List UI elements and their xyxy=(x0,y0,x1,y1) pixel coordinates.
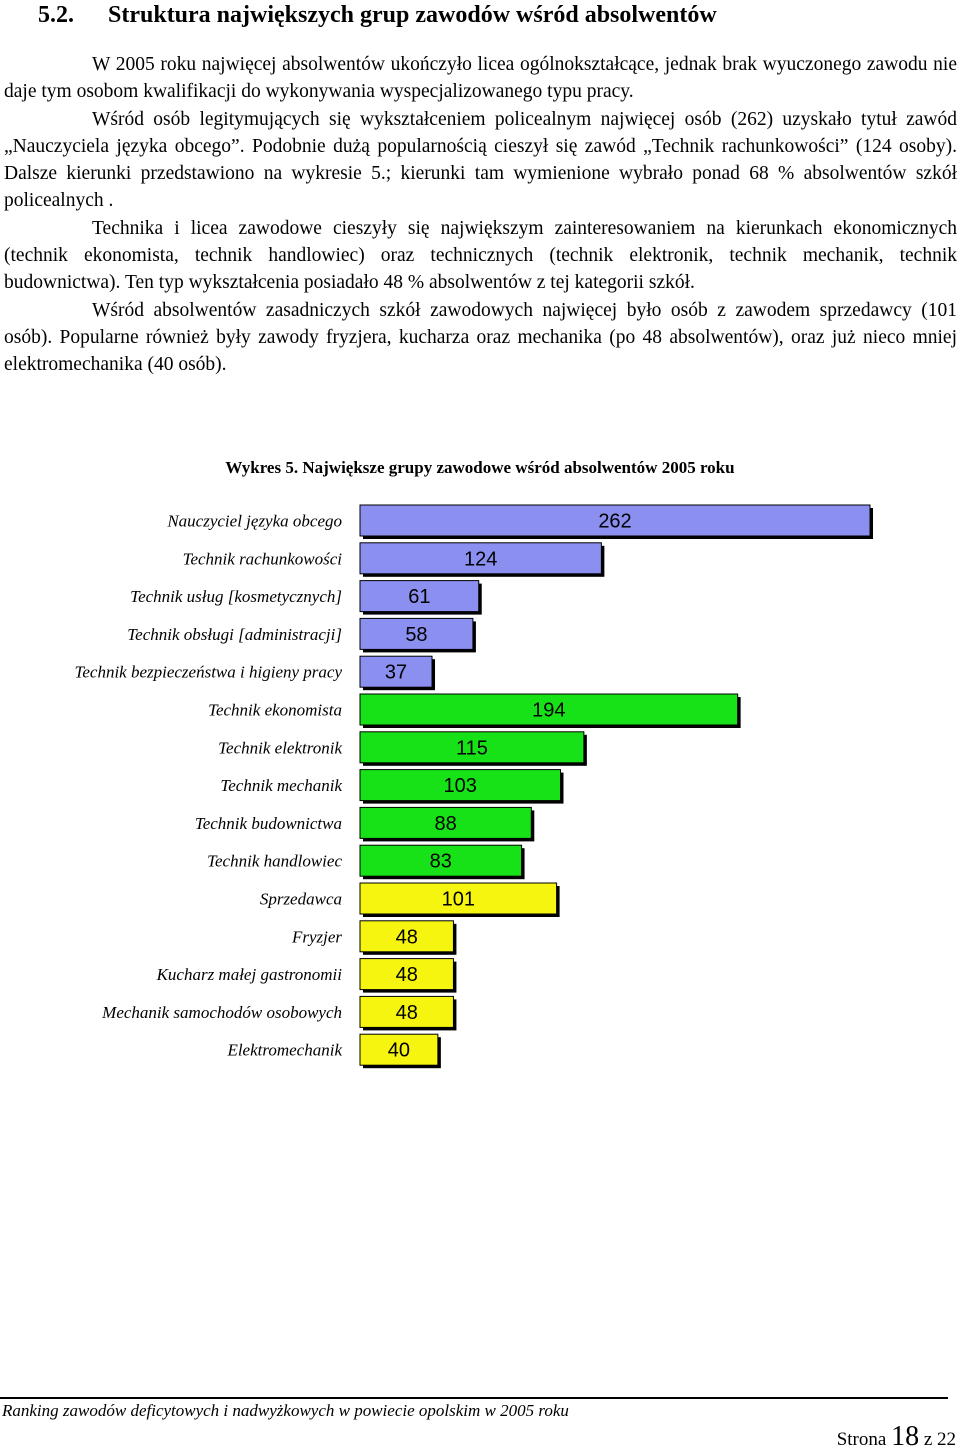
data-label: 194 xyxy=(532,699,566,722)
data-label: 124 xyxy=(463,548,498,571)
data-label: 115 xyxy=(455,737,488,760)
paragraph: Wśród osób legitymujących się wykształceniem policealnym najwięcej osób (262) uzyskało tytuł zawód „Nauczyciela języka obcego”. Podobnie dużą popularnością cieszył się zawód „Technik rachunkowości” (124 osoby). Dalsze kierunki przedstawiono na wykresie 5.; kierunki tam wymienione wybrało ponad 68 % absolwentów szkół policealnych . xyxy=(4,108,957,212)
section-title: Struktura największych grup zawodów wśród absolwentów xyxy=(108,2,717,28)
page-number xyxy=(837,1422,956,1455)
page-total: 22 xyxy=(937,1429,956,1450)
section-number: 5.2. xyxy=(38,2,74,28)
section-heading xyxy=(38,0,717,30)
category-label: Kucharz małej gastronomii xyxy=(156,965,342,985)
bar-chart xyxy=(0,495,960,1070)
body-text xyxy=(4,51,957,379)
category-label: Elektromechanik xyxy=(227,1040,342,1060)
data-label: 88 xyxy=(434,812,457,835)
paragraph: Technika i licea zawodowe cieszyły się największym zainteresowaniem na kierunkach ekonomicznych (technik ekonomista, technik handlowiec) oraz technicznych (technik elektronik, technik mechanik, technik budownictwa). Ten typ wykształcenia posiadało 48 % absolwentów z tej kategorii szkół. xyxy=(4,217,957,294)
category-label: Technik bezpieczeństwa i higieny pracy xyxy=(74,662,342,682)
category-label: Technik obsługi [administracji] xyxy=(127,624,342,644)
category-label: Technik elektronik xyxy=(218,738,342,758)
category-label: Sprzedawca xyxy=(259,889,342,909)
data-label: 48 xyxy=(395,1001,418,1024)
category-label: Technik rachunkowości xyxy=(182,549,342,569)
category-label: Technik budownictwa xyxy=(194,813,342,833)
data-label: 83 xyxy=(429,850,452,873)
data-label: 40 xyxy=(387,1039,411,1062)
data-label: 262 xyxy=(598,510,632,533)
page-current: 18 xyxy=(891,1421,920,1452)
data-label: 101 xyxy=(441,888,475,911)
chart-caption: Wykres 5. Największe grupy zawodowe wśród absolwentów 2005 roku xyxy=(225,458,735,477)
data-label: 37 xyxy=(384,661,408,684)
category-label: Nauczyciel języka obcego xyxy=(167,511,342,531)
data-label: 58 xyxy=(405,623,428,646)
paragraph: Wśród absolwentów zasadniczych szkół zawodowych najwięcej było osób z zawodem sprzedawcy (101 osób). Popularne również były zawody fryzjera, kucharza oraz mechanika (po 48 absolwentów), oraz już nieco mniej elektromechanika (40 osób). xyxy=(4,299,957,376)
footer-rule xyxy=(0,1397,948,1399)
data-label: 48 xyxy=(395,926,418,949)
data-label: 103 xyxy=(443,775,477,798)
data-label: 61 xyxy=(408,586,431,609)
footer-text: Ranking zawodów deficytowych i nadwyżkowych w powiecie opolskim w 2005 roku xyxy=(2,1401,569,1420)
category-label: Technik mechanik xyxy=(220,776,342,796)
category-label: Technik handlowiec xyxy=(207,851,342,871)
category-label: Technik usług [kosmetycznych] xyxy=(130,587,342,607)
category-label: Technik ekonomista xyxy=(208,700,342,720)
page-separator: z xyxy=(923,1429,933,1450)
page-prefix: Strona xyxy=(836,1429,887,1450)
category-label: Mechanik samochodów osobowych xyxy=(102,1002,342,1022)
data-label: 48 xyxy=(395,964,418,987)
category-label: Fryzjer xyxy=(291,927,342,947)
paragraph: W 2005 roku najwięcej absolwentów ukończyło licea ogólnokształcące, jednak brak wyuczonego zawodu nie daje tym osobom kwalifikacji do wykonywania wyspecjalizowanego typu pracy. xyxy=(4,54,957,103)
